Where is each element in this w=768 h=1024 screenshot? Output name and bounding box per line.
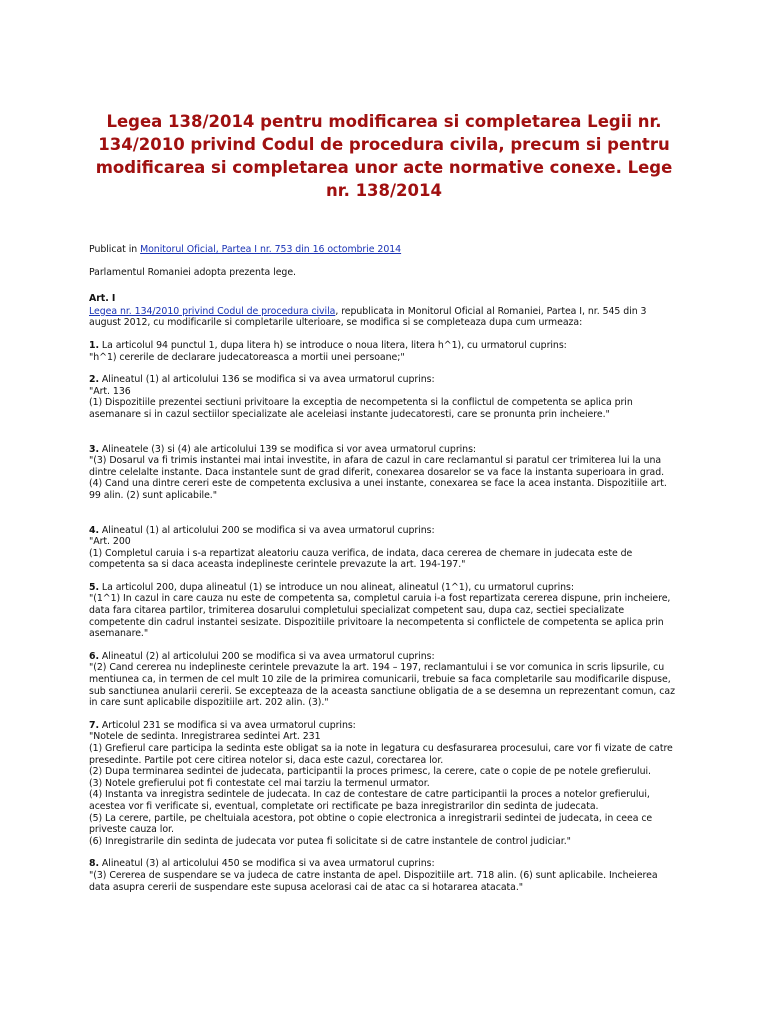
amendment-point [89, 340, 679, 363]
quoted-text-line: (2) Dupa terminarea sedintei de judecata, participantii la proces primesc, la cerere, cate o copie de pe notele grefierului. [89, 766, 651, 778]
point-instruction: Articolul 231 se modifica si va avea urmatorul cuprins: [99, 719, 356, 731]
quoted-text-line: (5) La cerere, partile, pe cheltuiala acestora, pot obtine o copie electronica a inregistrarii sedintei de judecata, in ceea ce priveste cauza lor. [89, 812, 653, 836]
amendment-point [89, 858, 679, 893]
quoted-text-line: (4) Instanta va inregistra sedintele de judecata. In caz de contestare de catre participantii la proces a notelor grefierului, acestea vor fi verificate si, eventual, completate ori rectificate pe baza inregistrarilor din sedinta de judecata. [89, 789, 650, 812]
monitorul-oficial-link[interactable]: Monitorul Oficial, Partea I nr. 753 din 16 octombrie 2014 [140, 244, 402, 255]
point-instruction: La articolul 200, dupa alineatul (1) se introduce un nou alineat, alineatul (1^1), cu urmatorul cuprins: [99, 581, 574, 593]
quoted-text-line: "Notele de sedinta. Inregistrarea sedintei Art. 231 [89, 731, 321, 743]
point-number: 2. [89, 374, 99, 386]
quoted-text-line: (6) Inregistrarile din sedinta de judecata vor putea fi solicitate si de catre instantele de control judiciar." [89, 835, 571, 847]
amendment-points [89, 340, 679, 893]
document-page [89, 110, 679, 904]
point-number: 8. [89, 858, 99, 870]
point-number: 1. [89, 339, 99, 351]
quoted-text-line: "Art. 200 [89, 536, 131, 548]
quoted-text-line: (3) Notele grefierului pot fi contestate cel mai tarziu la termenul urmator. [89, 777, 430, 789]
article-intro [89, 306, 679, 329]
quoted-text-line: (1) Completul caruia i s-a repartizat aleatoriu cauza verifica, de indata, daca cererea de chemare in judecata este de competenta sa si daca aceasta indeplineste cerintele prevazute la art. 194-197." [89, 547, 633, 571]
amendment-point [89, 374, 679, 420]
law-134-2010-link[interactable]: Legea nr. 134/2010 privind Codul de procedura civila [89, 305, 336, 317]
point-number: 5. [89, 581, 99, 593]
adoption-statement: Parlamentul Romaniei adopta prezenta lege. [89, 266, 296, 278]
point-instruction: Alineatele (3) si (4) ale articolului 139 se modifica si vor avea urmatorul cuprins: [99, 443, 477, 455]
point-number: 7. [89, 719, 99, 731]
quoted-text-line: "h^1) cererile de declarare judecatoreasca a mortii unei persoane;" [89, 351, 405, 363]
article-heading: Art. I [89, 293, 116, 305]
document-title: Legea 138/2014 pentru modificarea si completarea Legii nr. 134/2010 privind Codul de procedura civila, precum si pentru modificarea si completarea unor acte normative conexe. Lege nr. 138/2014 [95, 112, 673, 200]
quoted-text-line: "Art. 136 [89, 385, 131, 397]
point-instruction: Alineatul (1) al articolului 200 se modifica si va avea urmatorul cuprins: [99, 524, 435, 536]
amendment-point [89, 444, 679, 502]
quoted-text-line: "(2) Cand cererea nu indeplineste cerintele prevazute la art. 194 – 197, reclamantului i se vor comunica in scris lipsurile, cu mentiunea ca, in termen de cel mult 10 zile de la primirea comunicarii, trebuie sa faca completarile sau modificarile dispuse, sub sanctiunea anularii cererii. Se excepteaza de la aceasta sanctiune obligatia de a se desemna un reprezentant comun, caz in care sunt aplicabile dispozitiile art. 202 alin. (3)." [89, 662, 675, 709]
quoted-text-line: "(3) Dosarul va fi trimis instantei mai intai investite, in afara de cazul in care reclamantul si paratul cer trimiterea lui la una dintre celelalte instante. Daca instantele sunt de grad diferit, conexarea dosarelor se va face la instanta superioara in grad. [89, 455, 665, 478]
point-instruction: Alineatul (2) al articolului 200 se modifica si va avea urmatorul cuprins: [99, 650, 435, 662]
article-intro-text: , republicata in Monitorul Oficial al Romaniei, Partea I, nr. 545 din 3 august 2012, cu modificarile si completarile ulterioare, se modifica si se completeaza dupa cum urmeaza: [89, 305, 647, 329]
amendment-point [89, 582, 679, 640]
quoted-text-line: (1) Grefierul care participa la sedinta este obligat sa ia note in legatura cu desfasurarea procesului, care vor fi vizate de catre presedinte. Partile pot cere citirea notelor si, daca este cazul, corectarea lor. [89, 743, 673, 766]
point-instruction: La articolul 94 punctul 1, dupa litera h) se introduce o noua litera, litera h^1), cu urmatorul cuprins: [99, 339, 567, 351]
amendment-point [89, 651, 679, 709]
publication-prefix: Publicat in [89, 244, 141, 255]
amendment-point [89, 525, 679, 571]
point-instruction: Alineatul (3) al articolului 450 se modifica si va avea urmatorul cuprins: [99, 858, 435, 870]
point-number: 6. [89, 650, 99, 662]
amendment-point [89, 720, 679, 848]
publication-line [89, 244, 679, 256]
point-number: 4. [89, 524, 99, 536]
quoted-text-line: (1) Dispozitiile prezentei sectiuni privitoare la exceptia de necompetenta si la conflictul de competenta se aplica prin asemanare si in cazul sectiilor specializate ale aceleiasi instante judecatoresti, care se pronunta prin incheiere." [89, 397, 633, 420]
quoted-text-line: (4) Cand una dintre cereri este de competenta exclusiva a unei instante, conexarea se face la acea instanta. Dispozitiile art. 99 alin. (2) sunt aplicabile." [89, 478, 667, 501]
point-instruction: Alineatul (1) al articolului 136 se modifica si va avea urmatorul cuprins: [99, 374, 435, 386]
quoted-text-line: "(1^1) In cazul in care cauza nu este de competenta sa, completul caruia i-a fost repartizata cererea dispune, prin incheiere, data fara citarea partilor, trimiterea dosarului completului specializat competent sau, dupa caz, sectiei specializate competente din cadrul instantei sesizate. Dispozitiile privitoare la necompetenta si conflictele de competenta se aplica prin asemanare." [89, 593, 671, 640]
quoted-text-line: "(3) Cererea de suspendare se va judeca de catre instanta de apel. Dispozitiile art. 718 alin. (6) sunt aplicabile. Incheierea data asupra cererii de suspendare este supusa acelorasi cai de atac ca si hotararea atacata." [89, 869, 658, 893]
point-number: 3. [89, 443, 99, 455]
